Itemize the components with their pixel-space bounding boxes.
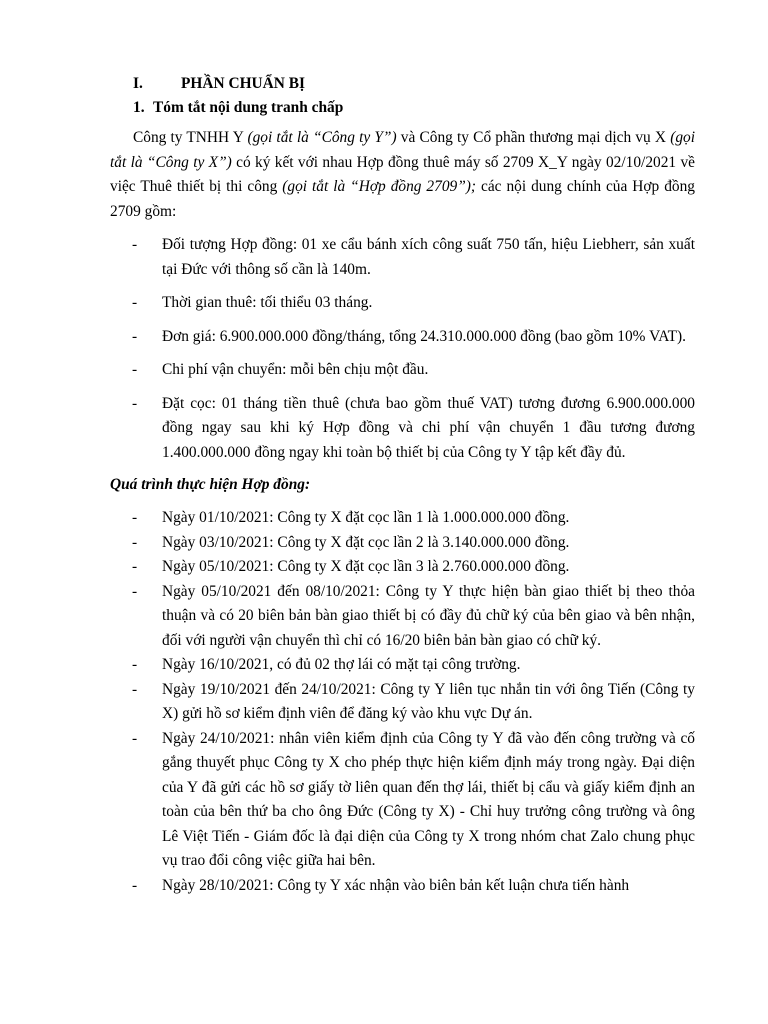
contract-terms-list [110, 233, 695, 465]
list-item [110, 678, 695, 727]
list-item [110, 233, 695, 282]
section-heading [133, 72, 695, 96]
list-item-text: Đơn giá: 6.900.000.000 đồng/tháng, tổng 24.310.000.000 đồng (bao gồm 10% VAT). [162, 327, 686, 345]
list-item [110, 325, 695, 350]
list-item [110, 555, 695, 580]
list-item [110, 580, 695, 654]
list-item [110, 291, 695, 316]
bullet-dash: - [132, 394, 138, 412]
bullet-dash: - [132, 729, 138, 747]
intro-italic-3: (gọi tắt là “Hợp đồng 2709”); [282, 178, 477, 195]
bullet-dash: - [132, 558, 138, 575]
intro-text-2: và Công ty Cổ phần thương mại dịch vụ X [396, 129, 671, 146]
bullet-dash: - [132, 533, 138, 551]
list-item-text: Ngày 24/10/2021: nhân viên kiểm định của Công ty Y đã vào đến công trường và cố gắng thuyết phục Công ty X cho phép thực hiện kiểm định máy trong ngày. Đại diện của Y đã gửi các hồ sơ giấy tờ liên quan đến thợ lái, thiết bị cẩu và giấy kiểm định an toàn của bên thứ ba cho ông Đức (Công ty X) - Chỉ huy trưởng công trường và ông Lê Việt Tiến - Giám đốc là đại diện của Công ty X trong nhóm chat Zalo chung phục vụ trao đổi công việc giữa hai bên. [162, 729, 695, 869]
bullet-dash: - [132, 582, 138, 600]
list-item-text: Ngày 05/10/2021 đến 08/10/2021: Công ty Y thực hiện bàn giao thiết bị theo thỏa thuận và có 20 biên bản bàn giao thiết bị có đầy đủ chữ ký của bên giao và bên nhận, đối với người vận chuyển thì chỉ có 16/20 biên bản bàn giao có chữ ký. [162, 582, 695, 649]
list-item-text: Ngày 05/10/2021: Công ty X đặt cọc lần 3 là 2.760.000.000 đồng. [162, 558, 570, 575]
list-item-text: Ngày 28/10/2021: Công ty Y xác nhận vào biên bản kết luận chưa tiến hành [162, 876, 630, 894]
section-number: I. [133, 75, 143, 92]
list-item [110, 727, 695, 874]
document-page [110, 72, 695, 898]
events-list [110, 506, 695, 898]
list-item-text: Ngày 16/10/2021, có đủ 02 thợ lái có mặt tại công trường. [162, 656, 521, 673]
list-item-text: Đặt cọc: 01 tháng tiền thuê (chưa bao gồm thuế VAT) tương đương 6.900.000.000 đồng ngay sau khi ký Hợp đồng và chi phí vận chuyển 1 đầu tương đương 1.400.000.000 đồng ngay khi toàn bộ thiết bị của Công ty Y tập kết đầy đủ. [162, 394, 695, 461]
list-item [110, 392, 695, 466]
bullet-dash: - [132, 656, 138, 673]
process-title: Quá trình thực hiện Hợp đồng: [110, 476, 311, 493]
list-item [110, 358, 695, 383]
list-item [110, 506, 695, 531]
bullet-dash: - [132, 876, 138, 894]
list-item-text: Đối tượng Hợp đồng: 01 xe cẩu bánh xích công suất 750 tấn, hiệu Liebherr, sản xuất tại Đức với thông số cần là 140m. [162, 236, 695, 278]
intro-italic-2: (gọi tắt là “Công ty X”) [110, 129, 695, 171]
intro-text-4: các nội dung chính của Hợp đồng 2709 gồm: [110, 178, 695, 220]
list-item [110, 653, 695, 678]
list-item-text: Ngày 03/10/2021: Công ty X đặt cọc lần 2 là 3.140.000.000 đồng. [162, 533, 570, 551]
intro-text-1: Công ty TNHH Y [133, 129, 248, 146]
list-item [110, 874, 695, 899]
bullet-dash: - [132, 236, 138, 253]
list-item-text: Ngày 19/10/2021 đến 24/10/2021: Công ty Y liên tục nhắn tin với ông Tiến (Công ty X) gửi hồ sơ kiểm định viên để đăng ký vào khu vực Dự án. [162, 680, 695, 722]
intro-italic-1: (gọi tắt là “Công ty Y”) [247, 129, 397, 146]
list-item-text: Ngày 01/10/2021: Công ty X đặt cọc lần 1 là 1.000.000.000 đồng. [162, 509, 570, 526]
intro-paragraph [110, 126, 695, 224]
intro-text-3: có ký kết với nhau Hợp đồng thuê máy số 2709 X_Y ngày 02/10/2021 về việc Thuê thiết bị thi công [110, 153, 695, 195]
bullet-dash: - [132, 327, 138, 345]
bullet-dash: - [132, 361, 138, 378]
bullet-dash: - [132, 294, 138, 311]
list-item-text: Chi phí vận chuyển: mỗi bên chịu một đầu. [162, 361, 429, 378]
section-title: PHẦN CHUẨN BỊ [181, 75, 305, 92]
subsection-title: Tóm tắt nội dung tranh chấp [153, 99, 344, 116]
list-item [110, 531, 695, 556]
subsection-number: 1. [133, 99, 145, 116]
list-item-text: Thời gian thuê: tối thiểu 03 tháng. [162, 294, 373, 311]
bullet-dash: - [132, 509, 138, 526]
subsection-heading [133, 96, 695, 120]
bullet-dash: - [132, 680, 138, 698]
